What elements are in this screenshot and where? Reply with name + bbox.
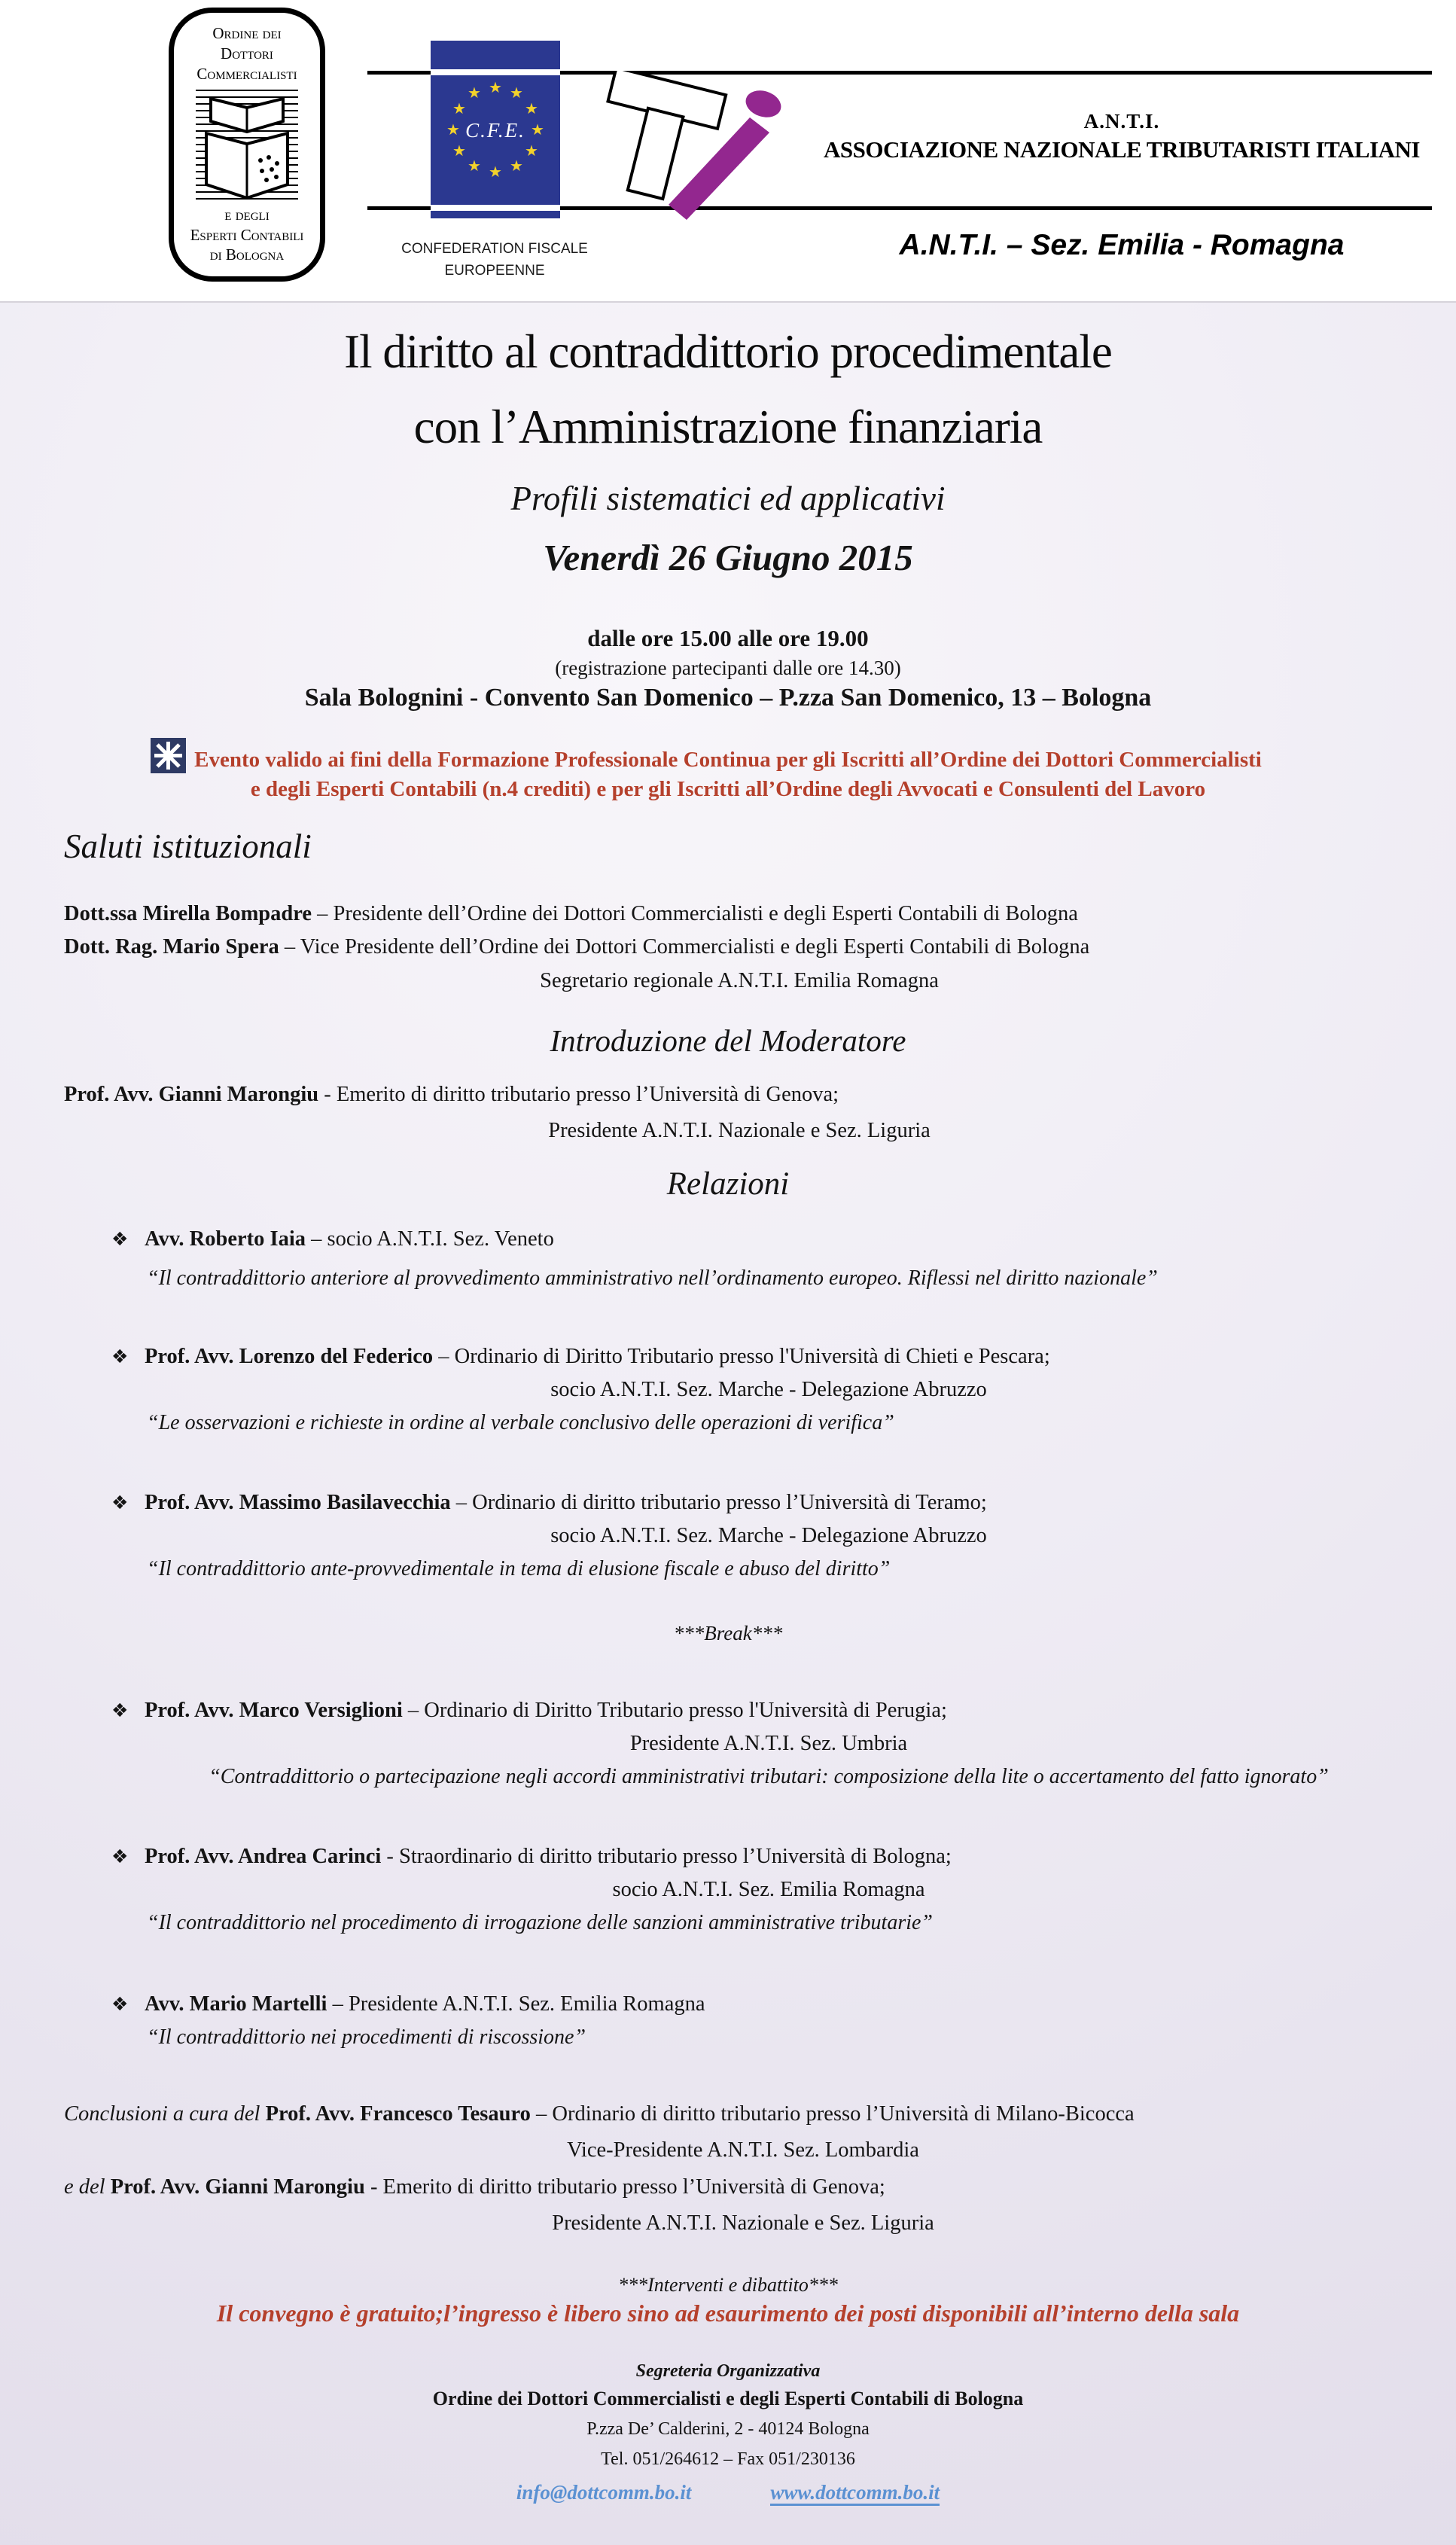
conclusion-line xyxy=(64,2096,1422,2132)
speaker-name: Dott. Rag. Mario Spera xyxy=(64,935,279,959)
anti-section-label: A.N.T.I. – Sez. Emilia - Romagna xyxy=(899,229,1345,261)
moderator-role-line2: Presidente A.N.T.I. Nazionale e Sez. Liguria xyxy=(548,1118,931,1142)
relatore-name: Avv. Mario Martelli xyxy=(145,1992,327,2016)
svg-text:★: ★ xyxy=(531,120,544,139)
speaker-role-line2: Segretario regionale A.N.T.I. Emilia Romagna xyxy=(540,968,939,992)
section-heading-moderatore: Introduzione del Moderatore xyxy=(550,1023,906,1058)
svg-text:★: ★ xyxy=(510,157,523,175)
relazione-title: “Il contraddittorio ante-provvedimentale in tema di elusione fiscale e abuso del diritto” xyxy=(147,1557,891,1581)
relazione-item xyxy=(111,1486,1426,1586)
odcec-logo-text: Dottori xyxy=(221,44,273,62)
conclusion-line xyxy=(64,2169,1422,2205)
section-heading-saluti: Saluti istituzionali xyxy=(64,828,312,865)
odcec-logo-text: Ordine dei xyxy=(212,24,282,42)
anti-acronym: A.N.T.I. xyxy=(1083,110,1160,133)
relatore-role: – Ordinario di Diritto Tributario presso l'Università di Perugia; xyxy=(402,1699,947,1722)
open-book-icon xyxy=(196,90,298,201)
svg-text:★: ★ xyxy=(489,78,502,96)
relazione-title: “Il contraddittorio nei procedimenti di riscossione” xyxy=(147,2025,586,2050)
svg-text:★: ★ xyxy=(452,142,466,160)
page-title: Il diritto al contraddittorio procedimentale con l’Amministrazione finanziaria xyxy=(344,325,1112,453)
relatore-name: Prof. Avv. Lorenzo del Federico xyxy=(145,1345,434,1368)
relatore-role-line2: socio A.N.T.I. Sez. Marche - Delegazione Abruzzo xyxy=(550,1378,987,1402)
conclusion-role: - Emerito di diritto tributario presso l’Università di Genova; xyxy=(364,2175,885,2199)
svg-text:★: ★ xyxy=(468,84,481,102)
diamond-bullet-icon: ❖ xyxy=(111,1492,129,1513)
odcec-logo-text: Commercialisti xyxy=(196,64,297,83)
odcec-logo-text: di Bologna xyxy=(209,245,285,264)
svg-text:★: ★ xyxy=(525,99,538,117)
relatore-line xyxy=(111,1340,1426,1373)
relatore-role: – socio A.N.T.I. Sez. Veneto xyxy=(306,1227,554,1251)
event-time: dalle ore 15.00 alle ore 19.00 xyxy=(587,625,869,651)
speaker-role: – Vice Presidente dell’Ordine dei Dottori Commercialisti e degli Esperti Contabili di Bologna xyxy=(279,935,1090,959)
conclusion-name: Prof. Avv. Gianni Marongiu xyxy=(110,2175,365,2199)
relatore-role: – Presidente A.N.T.I. Sez. Emilia Romagna xyxy=(327,1992,705,2016)
speaker-role: – Presidente dell’Ordine dei Dottori Commercialisti e degli Esperti Contabili di Bologna xyxy=(312,902,1078,925)
odcec-logo-text: Esperti Contabili xyxy=(190,225,304,244)
speaker-line xyxy=(64,898,1415,931)
relazione-item xyxy=(111,1840,1426,1940)
relatore-name: Prof. Avv. Andrea Carinci xyxy=(145,1845,382,1868)
relatore-line xyxy=(111,1223,1426,1256)
flyer-body xyxy=(0,301,1456,2545)
email-link[interactable]: info@dottcomm.bo.it xyxy=(516,2481,692,2504)
odcec-logo-text: e degli xyxy=(224,205,270,224)
relazione-item xyxy=(111,1223,1426,1295)
cfe-caption: CONFEDERATION FISCALE EUROPEENNE xyxy=(401,241,588,279)
anti-association-name xyxy=(813,110,1430,163)
relatore-role: - Straordinario di diritto tributario presso l’Università di Bologna; xyxy=(381,1845,952,1868)
diamond-bullet-icon: ❖ xyxy=(111,1846,129,1867)
conclusion-name: Prof. Avv. Francesco Tesauro xyxy=(265,2102,531,2126)
moderator-role: - Emerito di diritto tributario presso l’Università di Genova; xyxy=(318,1083,839,1106)
break-label: ***Break*** xyxy=(673,1622,783,1644)
conclusion-intro: Conclusioni a cura del xyxy=(64,2102,266,2126)
website-link[interactable]: www.dottcomm.bo.it xyxy=(770,2481,940,2506)
svg-text:★: ★ xyxy=(446,120,460,139)
relatore-role: – Ordinario di diritto tributario presso l’Università di Teramo; xyxy=(450,1491,987,1514)
moderator-block xyxy=(64,1077,1415,1149)
relatore-role-line2: Presidente A.N.T.I. Sez. Umbria xyxy=(629,1732,908,1756)
relatore-name: Avv. Roberto Iaia xyxy=(145,1227,306,1251)
relazione-item xyxy=(111,1988,1426,2054)
diamond-bullet-icon: ❖ xyxy=(111,1993,129,2015)
organization-address: P.zza De’ Calderini, 2 - 40124 Bologna xyxy=(586,2419,870,2439)
svg-text:★: ★ xyxy=(489,163,502,181)
header xyxy=(0,0,1456,301)
relatore-line xyxy=(111,1840,1426,1873)
odcec-bologna-logo xyxy=(169,8,325,282)
relatore-role-line2: socio A.N.T.I. Sez. Emilia Romagna xyxy=(612,1878,925,1902)
diamond-bullet-icon: ❖ xyxy=(111,1346,129,1367)
debate-label: ***Interventi e dibattito*** xyxy=(618,2274,838,2296)
conclusion-role: – Ordinario di diritto tributario presso l’Università di Milano-Bicocca xyxy=(530,2102,1135,2126)
relatore-name: Prof. Avv. Marco Versiglioni xyxy=(145,1699,403,1722)
cfe-initials: C.F.E. xyxy=(465,119,525,142)
conclusions-block xyxy=(64,2096,1422,2242)
event-venue: Sala Bolognini - Convento San Domenico – P.zza San Domenico, 13 – Bologna xyxy=(304,684,1152,712)
secretariat-label: Segreteria Organizzativa xyxy=(635,2361,821,2381)
relazione-title: “Le osservazioni e richieste in ordine al verbale conclusivo delle operazioni di verifica” xyxy=(147,1411,894,1435)
organization-name: Ordine dei Dottori Commercialisti e degli Esperti Contabili di Bologna xyxy=(432,2388,1024,2409)
svg-text:★: ★ xyxy=(452,99,466,117)
cfe-flag-logo xyxy=(431,41,560,218)
relatore-line xyxy=(111,1486,1426,1519)
relatore-line xyxy=(111,1694,1426,1727)
page-subtitle: Profili sistematici ed applicativi xyxy=(510,480,946,517)
diamond-bullet-icon: ❖ xyxy=(111,1699,129,1721)
svg-text:★: ★ xyxy=(525,142,538,160)
relatore-role-line2: socio A.N.T.I. Sez. Marche - Delegazione Abruzzo xyxy=(550,1524,987,1548)
moderator-name: Prof. Avv. Gianni Marongiu xyxy=(64,1083,319,1106)
svg-text:★: ★ xyxy=(468,157,481,175)
institutional-speakers xyxy=(64,898,1415,998)
anti-tax-logo xyxy=(580,71,795,220)
svg-text:★: ★ xyxy=(510,84,523,102)
relazione-item xyxy=(111,1694,1426,1794)
free-entry-note: Il convegno è gratuito;l’ingresso è libero sino ad esaurimento dei posti disponibili all’interno della sala xyxy=(216,2300,1240,2327)
conclusion-role-line2: Vice-Presidente A.N.T.I. Sez. Lombardia xyxy=(567,2138,919,2162)
relazione-title: “Il contraddittorio nel procedimento di irrogazione delle sanzioni amministrative tributarie” xyxy=(147,1911,933,1935)
phone-fax: Tel. 051/264612 – Fax 051/230136 xyxy=(601,2449,855,2469)
anti-full-name: ASSOCIAZIONE NAZIONALE TRIBUTARISTI ITALIANI xyxy=(824,136,1420,163)
conclusion-intro: e del xyxy=(64,2175,111,2199)
speaker-line xyxy=(64,931,1415,964)
accreditation-note: Evento valido ai fini della Formazione Professionale Continua per gli Iscritti all’Ordine dei Dottori Commercialisti e degli Esperti Contabili (n.4 crediti) e per gli Iscritti all’Ordine degli Avvocati e Consulenti del Lavoro xyxy=(0,745,1456,804)
event-date: Venerdì 26 Giugno 2015 xyxy=(543,537,913,578)
relazione-item xyxy=(111,1340,1426,1440)
section-heading-relazioni: Relazioni xyxy=(666,1166,790,1202)
moderator-line xyxy=(64,1077,1415,1113)
footer xyxy=(0,2361,1456,2504)
relatore-line xyxy=(111,1988,1426,2021)
relatore-name: Prof. Avv. Massimo Basilavecchia xyxy=(145,1491,451,1514)
speaker-name: Dott.ssa Mirella Bompadre xyxy=(64,902,312,925)
relazione-title: “Contraddittorio o partecipazione negli accordi amministrativi tributari: composizione della lite o accertamento del fatto ignorato” xyxy=(209,1765,1329,1789)
contact-links xyxy=(0,2481,1456,2504)
diamond-bullet-icon: ❖ xyxy=(111,1228,129,1250)
relazione-title: “Il contraddittorio anteriore al provvedimento amministrativo nell’ordinamento europeo. Riflessi nel diritto nazionale” xyxy=(147,1266,1158,1291)
conclusion-role-line4: Presidente A.N.T.I. Nazionale e Sez. Liguria xyxy=(552,2211,934,2236)
registration-note: (registrazione partecipanti dalle ore 14.30) xyxy=(555,657,901,679)
formazione-badge-icon xyxy=(151,738,186,773)
relatore-role: – Ordinario di Diritto Tributario presso l'Università di Chieti e Pescara; xyxy=(433,1345,1050,1368)
